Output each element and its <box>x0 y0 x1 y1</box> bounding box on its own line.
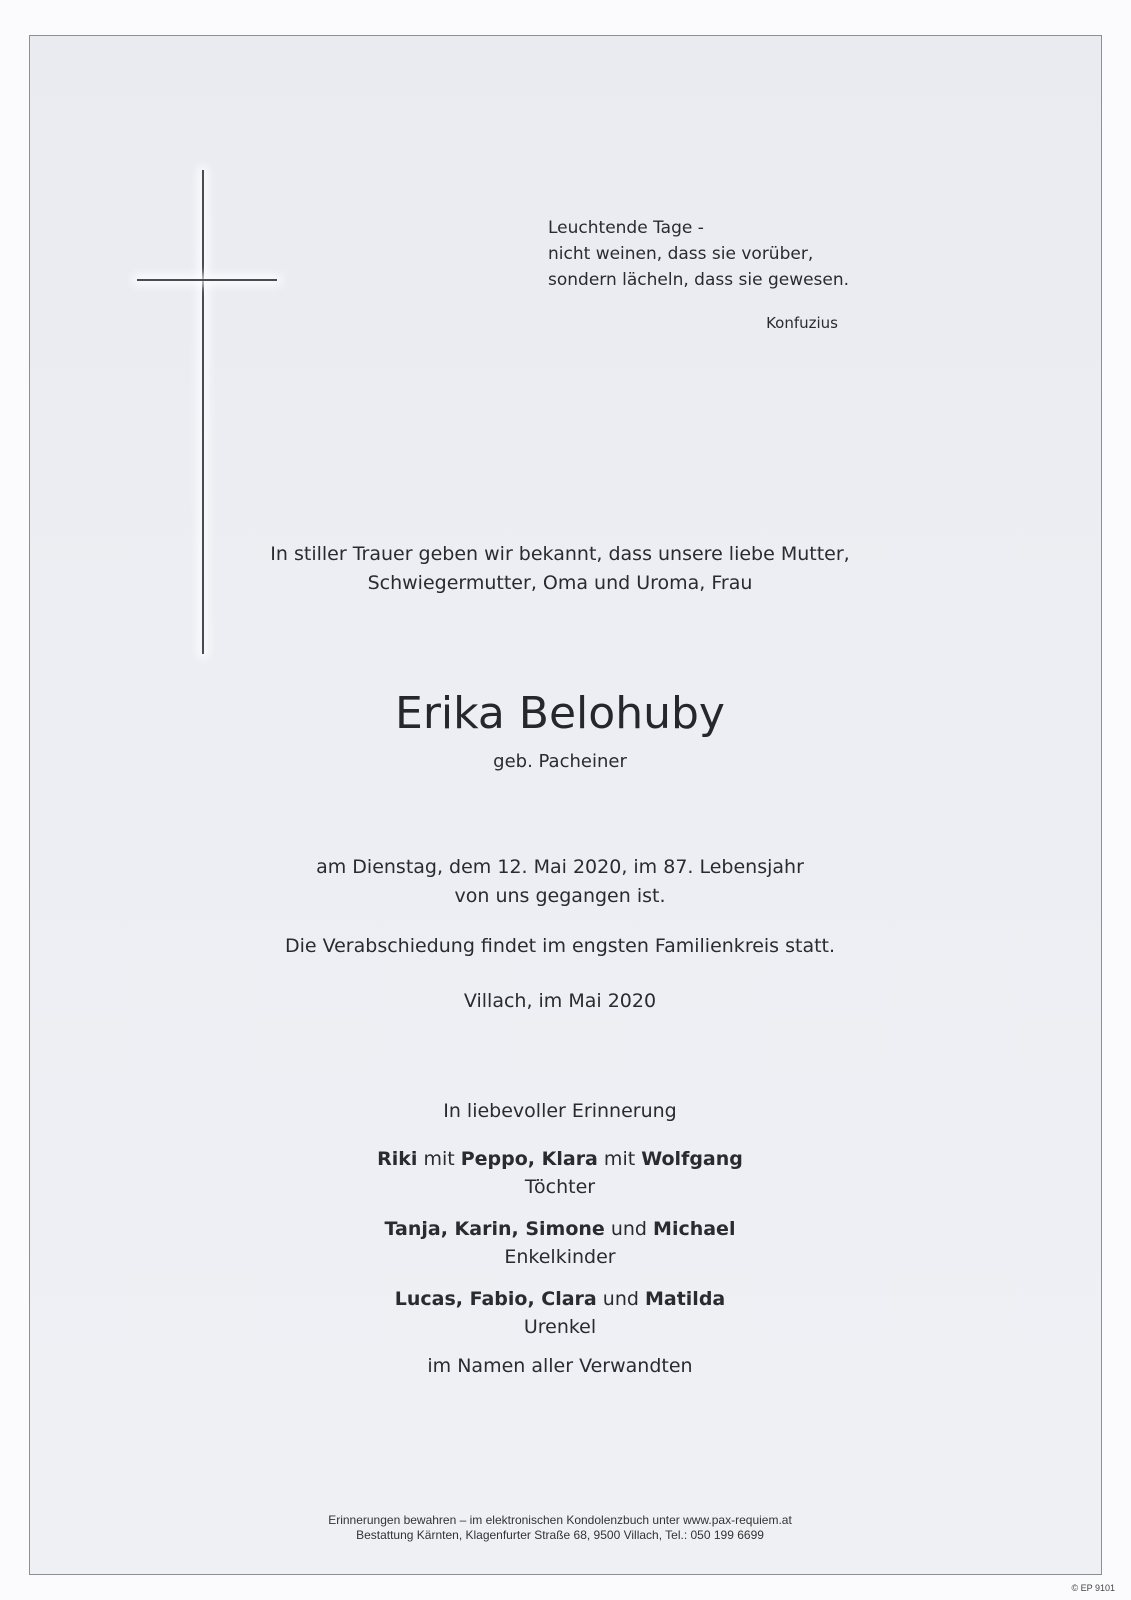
great-grandchildren-names <box>60 1285 1060 1313</box>
quote <box>548 215 848 293</box>
grandchildren-names <box>60 1215 1060 1243</box>
cross-icon-horizontal <box>137 279 277 281</box>
mourners-great-grandchildren <box>60 1285 1060 1341</box>
mourner-name: Michael <box>653 1218 736 1240</box>
mourner-name: Tanja, Karin, Simone <box>384 1218 605 1240</box>
footer <box>160 1513 960 1543</box>
connector: und <box>596 1288 645 1310</box>
grandchildren-role: Enkelkinder <box>504 1246 616 1268</box>
connector: und <box>604 1218 654 1240</box>
quote-line: Leuchtende Tage - <box>548 218 704 238</box>
great-grandchildren-role: Urenkel <box>523 1316 597 1338</box>
print-code: © EP 9101 <box>1071 1583 1115 1593</box>
mourner-name: Matilda <box>644 1288 726 1310</box>
memory-heading: In liebevoller Erinnerung <box>443 1100 677 1122</box>
quote-line: sondern lächeln, dass sie gewesen. <box>548 270 850 290</box>
footer-condolence: Erinnerungen bewahren – im elektronischen Kondolenzbuch unter www.pax-requiem.at <box>328 1513 792 1527</box>
quote-line: nicht weinen, dass sie vorüber, <box>548 244 814 264</box>
footer-address: Bestattung Kärnten, Klagenfurter Straße 68, 9500 Villach, Tel.: 050 199 6699 <box>356 1528 764 1542</box>
mourner-name: Peppo, Klara <box>460 1148 598 1170</box>
mourner-name: Wolfgang <box>641 1148 743 1170</box>
daughters-names <box>60 1145 1060 1173</box>
announcement-line: Schwiegermutter, Oma und Uroma, Frau <box>367 572 753 594</box>
mourner-name: Riki <box>377 1148 418 1170</box>
daughters-role: Töchter <box>524 1176 596 1198</box>
death-passed-line: von uns gegangen ist. <box>454 885 666 907</box>
deceased-name: Erika Belohuby <box>395 688 725 739</box>
connector: mit <box>597 1148 642 1170</box>
relatives-line: im Namen aller Verwandten <box>427 1355 693 1377</box>
mourners-grandchildren <box>60 1215 1060 1271</box>
mourners-daughters <box>60 1145 1060 1201</box>
farewell-notice: Die Verabschiedung findet im engsten Familienkreis statt. <box>284 935 836 957</box>
maiden-name: geb. Pacheiner <box>493 751 627 772</box>
quote-author: Konfuzius <box>766 314 838 332</box>
announcement-line: In stiller Trauer geben wir bekannt, dass unsere liebe Mutter, <box>270 543 850 565</box>
death-notice <box>60 853 1060 911</box>
death-date-line: am Dienstag, dem 12. Mai 2020, im 87. Lebensjahr <box>316 856 804 878</box>
place-date: Villach, im Mai 2020 <box>463 990 657 1012</box>
mourner-name: Lucas, Fabio, Clara <box>394 1288 597 1310</box>
connector: mit <box>417 1148 461 1170</box>
announcement <box>60 540 1060 598</box>
